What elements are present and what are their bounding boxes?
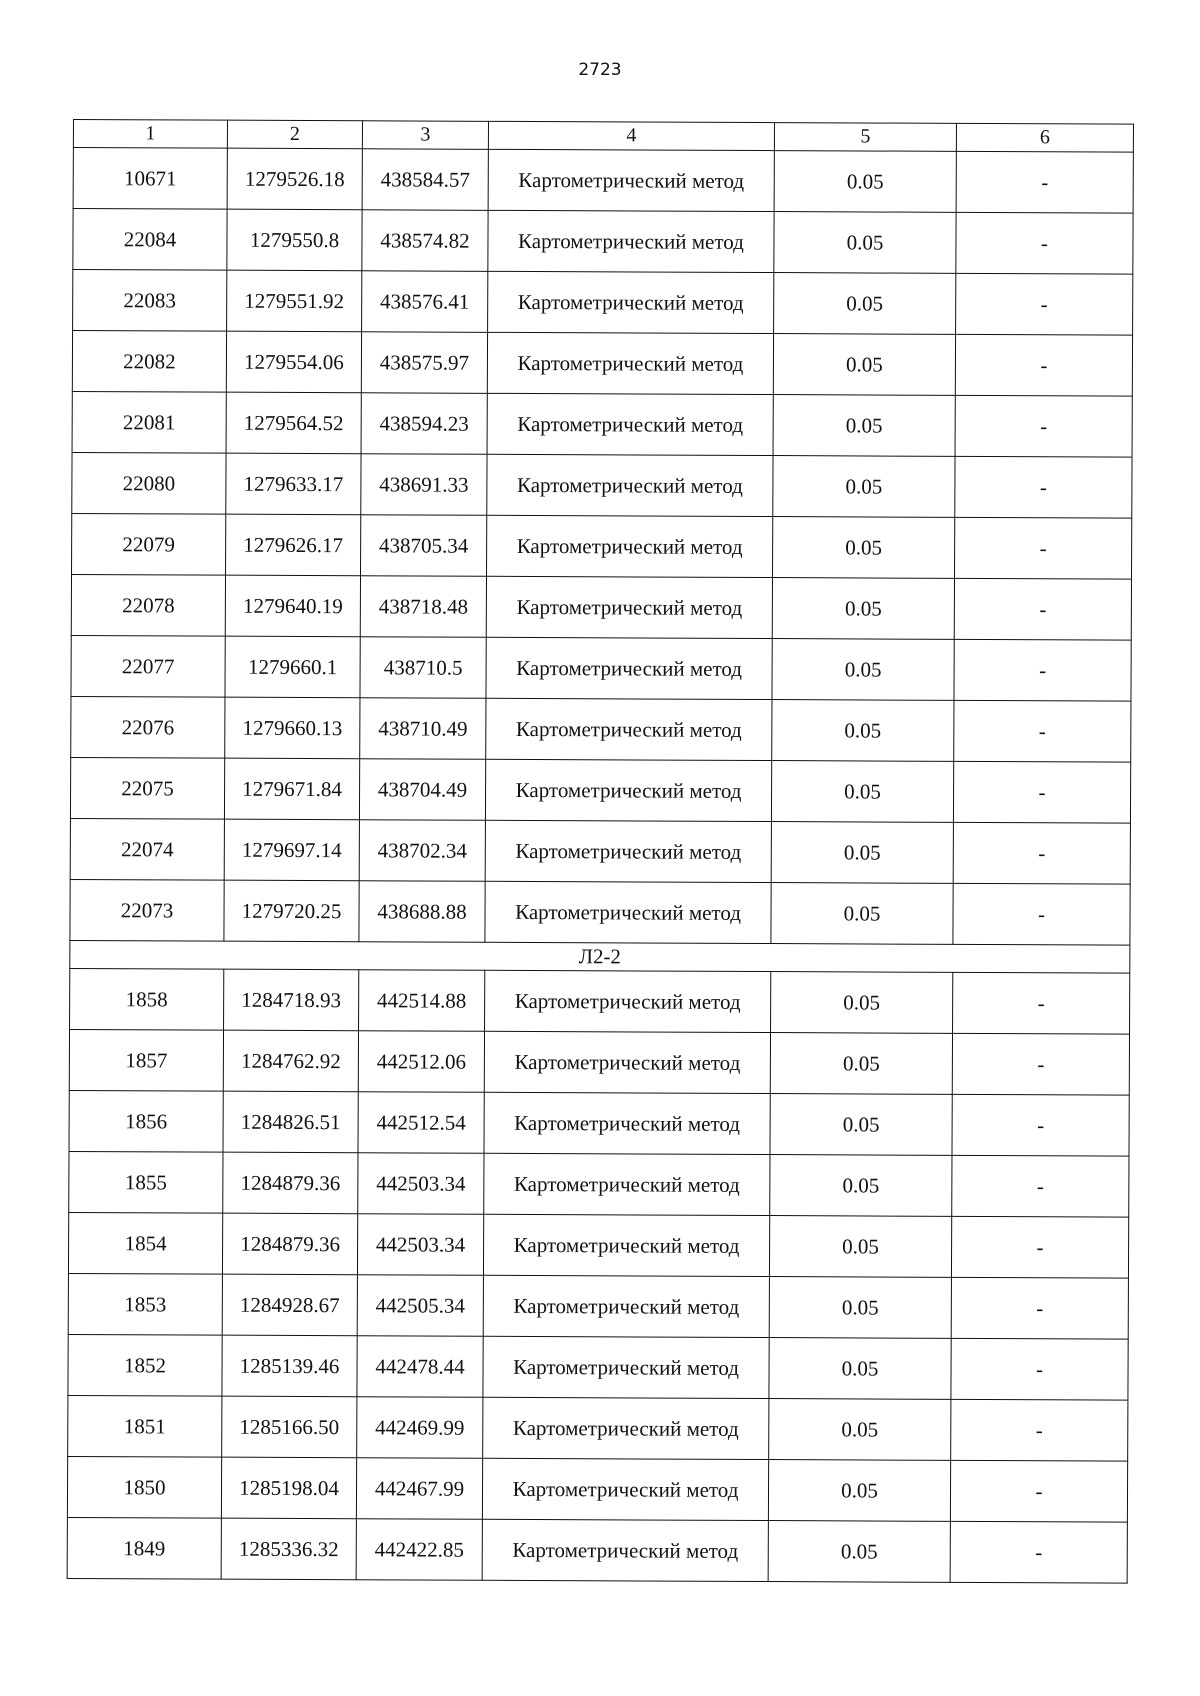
x-coordinate-cell: 1279564.52 [226,392,361,454]
point-number-cell: 1851 [68,1395,222,1457]
point-number-cell: 1858 [70,968,224,1030]
x-coordinate-cell: 1284928.67 [222,1274,357,1336]
x-coordinate-cell: 1285336.32 [221,1518,356,1580]
point-number-cell: 1857 [69,1029,223,1091]
y-coordinate-cell: 442467.99 [356,1458,482,1520]
x-coordinate-cell: 1279720.25 [224,880,359,942]
column-header-4: 4 [488,121,774,150]
note-cell: - [956,273,1133,335]
column-header-5: 5 [774,123,956,152]
note-cell: - [953,822,1130,884]
x-coordinate-cell: 1279697.14 [224,819,359,881]
x-coordinate-cell: 1279551.92 [227,270,362,332]
y-coordinate-cell: 438718.48 [360,576,486,638]
table-row [71,696,1131,762]
accuracy-cell: 0.05 [768,1460,950,1522]
x-coordinate-cell: 1279554.06 [226,331,361,393]
table-row [72,331,1132,397]
method-cell: Картометрический метод [488,149,774,211]
y-coordinate-cell: 442422.85 [356,1519,482,1581]
note-cell: - [952,1155,1129,1217]
method-cell: Картометрический метод [482,1519,768,1581]
point-number-cell: 22076 [71,696,225,758]
y-coordinate-cell: 438574.82 [362,210,488,272]
table-row [67,1517,1127,1583]
note-cell: - [951,1399,1128,1461]
point-number-cell: 1850 [67,1456,221,1518]
point-number-cell: 1853 [68,1273,222,1335]
x-coordinate-cell: 1279550.8 [227,209,362,271]
table-row [70,818,1130,884]
point-number-cell: 22073 [70,879,224,941]
table-row [72,391,1132,457]
table-row [73,209,1133,275]
note-cell: - [956,151,1133,213]
y-coordinate-cell: 442505.34 [357,1275,483,1337]
column-header-2: 2 [227,120,362,149]
coordinates-table [67,119,1134,1584]
note-cell: - [953,883,1130,945]
y-coordinate-cell: 442478.44 [357,1336,483,1398]
note-cell: - [955,334,1132,396]
note-cell: - [956,212,1133,274]
method-cell: Картометрический метод [483,1397,769,1459]
table-row [70,757,1130,823]
table-row [69,1029,1129,1095]
point-number-cell: 22075 [70,757,224,819]
point-number-cell: 22074 [70,818,224,880]
accuracy-cell: 0.05 [773,517,955,579]
x-coordinate-cell: 1279526.18 [227,148,362,210]
y-coordinate-cell: 442512.06 [358,1031,484,1093]
table-row [71,574,1131,640]
accuracy-cell: 0.05 [769,1216,951,1278]
y-coordinate-cell: 442503.34 [358,1153,484,1215]
table-row [68,1395,1128,1461]
accuracy-cell: 0.05 [773,395,955,457]
x-coordinate-cell: 1279660.13 [225,697,360,759]
column-header-6: 6 [956,123,1133,152]
accuracy-cell: 0.05 [770,1094,952,1156]
point-number-cell: 1854 [68,1212,222,1274]
x-coordinate-cell: 1285139.46 [222,1335,357,1397]
x-coordinate-cell: 1284718.93 [224,969,359,1031]
table-row [67,1456,1127,1522]
x-coordinate-cell: 1284879.36 [222,1213,357,1275]
y-coordinate-cell: 438710.5 [360,637,486,699]
table-row [70,879,1130,945]
x-coordinate-cell: 1279633.17 [226,453,361,515]
note-cell: - [955,517,1132,579]
method-cell: Картометрический метод [484,1092,770,1154]
note-cell: - [954,700,1131,762]
accuracy-cell: 0.05 [773,456,955,518]
accuracy-cell: 0.05 [771,761,953,823]
method-cell: Картометрический метод [485,759,771,821]
accuracy-cell: 0.05 [773,334,955,396]
table-row [69,1151,1129,1217]
accuracy-cell: 0.05 [771,972,953,1034]
method-cell: Картометрический метод [483,1336,769,1398]
y-coordinate-cell: 438584.57 [362,149,488,211]
y-coordinate-cell: 438702.34 [359,820,485,882]
method-cell: Картометрический метод [484,1031,770,1093]
point-number-cell: 1856 [69,1090,223,1152]
y-coordinate-cell: 438575.97 [361,332,487,394]
table-row [73,270,1133,336]
accuracy-cell: 0.05 [774,273,956,335]
accuracy-cell: 0.05 [772,578,954,640]
accuracy-cell: 0.05 [772,639,954,701]
point-number-cell: 1852 [68,1334,222,1396]
note-cell: - [950,1521,1127,1583]
table-row [70,968,1130,1034]
table-row [69,1090,1129,1156]
table-row [68,1334,1128,1400]
accuracy-cell: 0.05 [770,1033,952,1095]
section-title: Л2-2 [70,940,1130,973]
table-row [68,1212,1128,1278]
y-coordinate-cell: 438691.33 [361,454,487,516]
point-number-cell: 10671 [73,148,227,210]
y-coordinate-cell: 438710.49 [360,698,486,760]
y-coordinate-cell: 438705.34 [361,515,487,577]
accuracy-cell: 0.05 [772,700,954,762]
table-row [68,1273,1128,1339]
point-number-cell: 1849 [67,1517,221,1579]
x-coordinate-cell: 1284826.51 [223,1091,358,1153]
accuracy-cell: 0.05 [769,1338,951,1400]
y-coordinate-cell: 442512.54 [358,1092,484,1154]
point-number-cell: 22079 [72,513,226,575]
point-number-cell: 1855 [69,1151,223,1213]
method-cell: Картометрический метод [488,271,774,333]
note-cell: - [951,1216,1128,1278]
x-coordinate-cell: 1285198.04 [221,1457,356,1519]
accuracy-cell: 0.05 [774,151,956,213]
method-cell: Картометрический метод [487,454,773,516]
accuracy-cell: 0.05 [768,1521,950,1583]
table-row [72,513,1132,579]
point-number-cell: 22083 [73,270,227,332]
table-body [67,148,1133,1584]
note-cell: - [950,1460,1127,1522]
x-coordinate-cell: 1285166.50 [222,1396,357,1458]
x-coordinate-cell: 1284762.92 [223,1030,358,1092]
method-cell: Картометрический метод [486,576,772,638]
method-cell: Картометрический метод [485,820,771,882]
note-cell: - [953,972,1130,1034]
x-coordinate-cell: 1279640.19 [225,575,360,637]
y-coordinate-cell: 438704.49 [359,759,485,821]
point-number-cell: 22080 [72,452,226,514]
table-row [72,452,1132,518]
x-coordinate-cell: 1279626.17 [226,514,361,576]
method-cell: Картометрический метод [486,698,772,760]
method-cell: Картометрический метод [486,637,772,699]
y-coordinate-cell: 438576.41 [362,271,488,333]
y-coordinate-cell: 442503.34 [357,1214,483,1276]
note-cell: - [952,1033,1129,1095]
method-cell: Картометрический метод [484,1153,770,1215]
note-cell: - [953,761,1130,823]
x-coordinate-cell: 1284879.36 [223,1152,358,1214]
note-cell: - [955,395,1132,457]
accuracy-cell: 0.05 [771,822,953,884]
x-coordinate-cell: 1279671.84 [224,758,359,820]
point-number-cell: 22077 [71,635,225,697]
method-cell: Картометрический метод [483,1275,769,1337]
point-number-cell: 22078 [71,574,225,636]
note-cell: - [954,639,1131,701]
point-number-cell: 22084 [73,209,227,271]
method-cell: Картометрический метод [485,881,771,943]
method-cell: Картометрический метод [488,210,774,272]
note-cell: - [952,1094,1129,1156]
y-coordinate-cell: 442469.99 [357,1397,483,1459]
y-coordinate-cell: 438594.23 [361,393,487,455]
y-coordinate-cell: 442514.88 [359,970,485,1032]
x-coordinate-cell: 1279660.1 [225,636,360,698]
accuracy-cell: 0.05 [769,1399,951,1461]
column-header-3: 3 [362,121,488,150]
accuracy-cell: 0.05 [770,1155,952,1217]
method-cell: Картометрический метод [487,332,773,394]
point-number-cell: 22082 [72,331,226,393]
method-cell: Картометрический метод [482,1458,768,1520]
note-cell: - [954,578,1131,640]
table-row [71,635,1131,701]
note-cell: - [951,1338,1128,1400]
accuracy-cell: 0.05 [774,212,956,274]
note-cell: - [951,1277,1128,1339]
accuracy-cell: 0.05 [771,883,953,945]
point-number-cell: 22081 [72,391,226,453]
column-header-1: 1 [73,120,227,149]
method-cell: Картометрический метод [487,393,773,455]
y-coordinate-cell: 438688.88 [359,881,485,943]
page-number: 2723 [578,60,622,80]
accuracy-cell: 0.05 [769,1277,951,1339]
method-cell: Картометрический метод [487,515,773,577]
table-row [73,148,1133,214]
note-cell: - [955,456,1132,518]
method-cell: Картометрический метод [483,1214,769,1276]
method-cell: Картометрический метод [485,970,771,1032]
